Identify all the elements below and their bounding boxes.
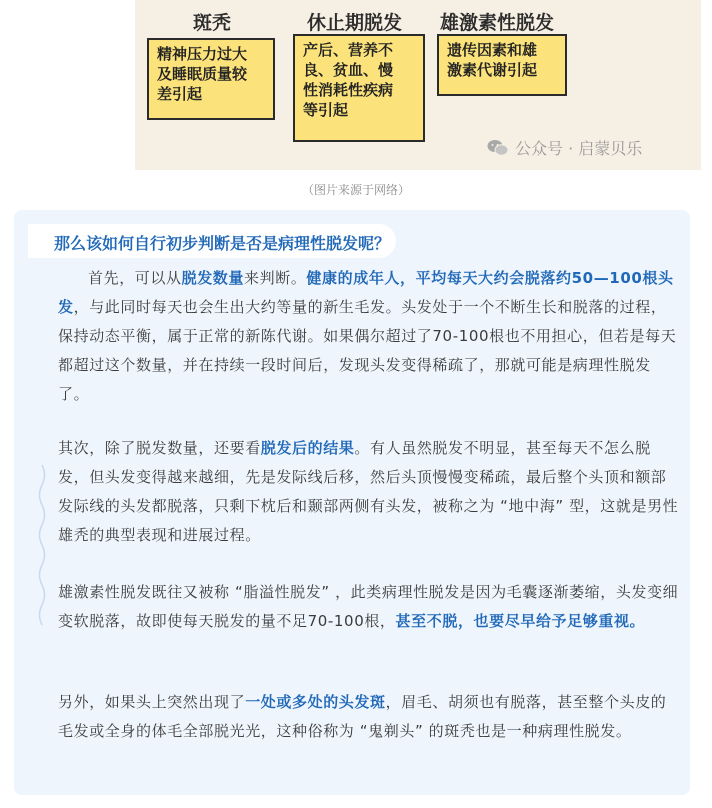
paragraph-alopecia-areata (58, 688, 680, 746)
highlighted-text: 脱发数量 (181, 269, 245, 287)
highlighted-text: 一处或多处的头发斑 (245, 693, 386, 711)
body-text: 雄激素性脱发既往又被称 “脂溢性脱发” ，此类病理性脱发是因为毛囊逐渐萎缩，头发变细变软脱落，故即使每天脱发的量不足70-100根， (58, 583, 679, 630)
column-title-androgenetic-alopecia: 雄激素性脱发 (440, 12, 555, 34)
image-caption: （图片来源于网络） (301, 183, 410, 197)
content-card (14, 210, 690, 795)
body-text: ，眉毛、胡须也有脱落，甚至整个头皮的毛发或全身的体毛全部脱光光，这种俗称为 “鬼剃头” 的斑秃也是一种病理性脱发。 (58, 693, 667, 740)
question-heading: 那么该如何自行初步判断是否是病理性脱发呢？ (54, 234, 391, 253)
body-text: 。有人虽然脱发不明显，甚至每天不怎么脱发，但头发变得越来越细，先是发际线后移，然后头顶慢慢变稀疏，最后整个头顶和额部发际线的头发都脱落，只剩下枕后和颞部两侧有头发，被称之为 “地中海” 型，这就是男性雄秃的典型表现和进展过程。 (58, 439, 679, 544)
column-title-telogen-effluvium: 休止期脱发 (307, 12, 403, 34)
paragraph-hair-count (58, 264, 680, 409)
body-text: 来判断。 (244, 269, 307, 287)
cause-box-telogen-effluvium: 产后、营养不 良、贫血、慢 性消耗性疾病 等引起 (293, 34, 425, 142)
highlighted-text: 健康的成年人，平均每天大约会脱落约50—100根头发 (58, 269, 674, 316)
body-text: 其次，除了脱发数量，还要看 (58, 439, 261, 457)
question-banner (28, 224, 396, 258)
body-text: 首先，可以从 (88, 269, 182, 287)
body-text: ，与此同时每天也会生出大约等量的新生毛发。头发处于一个不断生长和脱落的过程，保持动态平衡，属于正常的新陈代谢。如果偶尔超过了70-100根也不用担心，但若是每天都超过这个数量，并在持续一段时间后，发现头发变得稀疏了，那就可能是病理性脱发了。 (58, 298, 677, 403)
paragraph-text (58, 688, 680, 746)
column-title-alopecia-areata: 斑秃 (193, 12, 232, 34)
paragraph-text (58, 578, 680, 636)
paragraph-hair-loss-result (58, 434, 680, 550)
wechat-icon (487, 139, 509, 157)
highlighted-text: 甚至不脱，也要尽早给予足够重视。 (395, 612, 646, 630)
cause-box-androgenetic-alopecia: 遗传因素和雄 激素代谢引起 (437, 34, 567, 96)
highlighted-text: 脱发后的结果 (260, 439, 355, 457)
paragraph-text (58, 434, 680, 550)
cause-box-alopecia-areata: 精神压力过大 及睡眠质量较 差引起 (147, 38, 275, 120)
paragraph-androgenetic (58, 578, 680, 636)
watermark-text: 公众号 · 启蒙贝乐 (515, 139, 643, 158)
source-watermark (487, 136, 642, 159)
decorative-wave-line (36, 465, 48, 625)
paragraph-text (58, 264, 680, 409)
body-text: 另外，如果头上突然出现了 (58, 693, 246, 711)
